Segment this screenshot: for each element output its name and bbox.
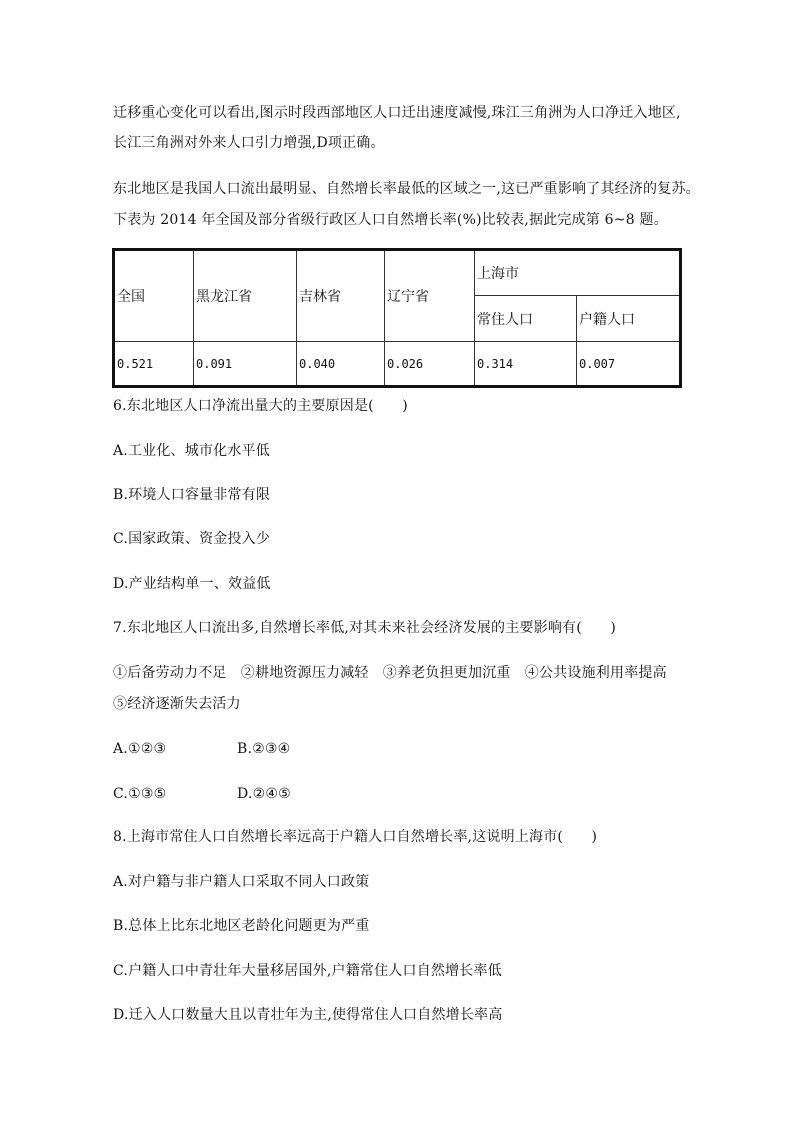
q6-option-b: B.环境人口容量非常有限 [113, 487, 271, 503]
passage-line-1: 东北地区是我国人口流出最明显、自然增长率最低的区域之一,这已严重影响了其经济的复苏。 [113, 181, 700, 197]
value-jilin: 0.040 [297, 342, 385, 387]
header-shanghai: 上海市 [475, 250, 681, 296]
q7-option-b: B.②③④ [237, 741, 291, 757]
value-shanghai-resident: 0.314 [475, 342, 577, 387]
value-liaoning: 0.026 [385, 342, 475, 387]
subheader-resident: 常住人口 [475, 296, 577, 342]
q6-option-c: C.国家政策、资金投入少 [113, 531, 271, 547]
subheader-registered: 户籍人口 [577, 296, 681, 342]
intro-line-1: 迁移重心变化可以看出,图示时段西部地区人口迁出速度减慢,珠江三角洲为人口净迁入地区, [113, 105, 681, 121]
value-shanghai-registered: 0.007 [577, 342, 681, 387]
header-liaoning: 辽宁省 [385, 250, 475, 342]
value-heilongjiang: 0.091 [194, 342, 297, 387]
q7-items-line-1: ①后备劳动力不足 ②耕地资源压力减轻 ③养老负担更加沉重 ④公共设施利用率提高 [113, 665, 667, 681]
q6-option-a: A.工业化、城市化水平低 [113, 443, 270, 459]
passage-line-2: 下表为 2014 年全国及部分省级行政区人口自然增长率(%)比较表,据此完成第 6~8 题。 [113, 212, 668, 228]
q6-option-d: D.产业结构单一、效益低 [113, 576, 271, 592]
growth-rate-table [112, 248, 682, 388]
q7-option-a: A.①②③ [113, 741, 167, 757]
header-heilongjiang: 黑龙江省 [194, 250, 297, 342]
table-row [114, 342, 681, 387]
q8-option-c: C.户籍人口中青壮年大量移居国外,户籍常住人口自然增长率低 [113, 963, 502, 979]
header-jilin: 吉林省 [297, 250, 385, 342]
value-national: 0.521 [114, 342, 194, 387]
q7-option-d: D.②④⑤ [237, 786, 291, 802]
q6-stem: 6.东北地区人口净流出量大的主要原因是( ) [113, 398, 408, 414]
q7-option-c: C.①③⑤ [113, 786, 167, 802]
q8-stem: 8.上海市常住人口自然增长率远高于户籍人口自然增长率,这说明上海市( ) [113, 829, 598, 845]
q8-option-b: B.总体上比东北地区老龄化问题更为严重 [113, 918, 370, 934]
q8-option-a: A.对户籍与非户籍人口采取不同人口政策 [113, 874, 370, 890]
q7-stem: 7.东北地区人口流出多,自然增长率低,对其未来社会经济发展的主要影响有( ) [113, 620, 616, 636]
header-national: 全国 [114, 250, 194, 342]
intro-line-2: 长江三角洲对外来人口引力增强,D项正确。 [113, 135, 385, 151]
q7-items-line-2: ⑤经济逐渐失去活力 [113, 696, 241, 712]
q8-option-d: D.迁入人口数量大且以青壮年为主,使得常住人口自然增长率高 [113, 1007, 503, 1023]
